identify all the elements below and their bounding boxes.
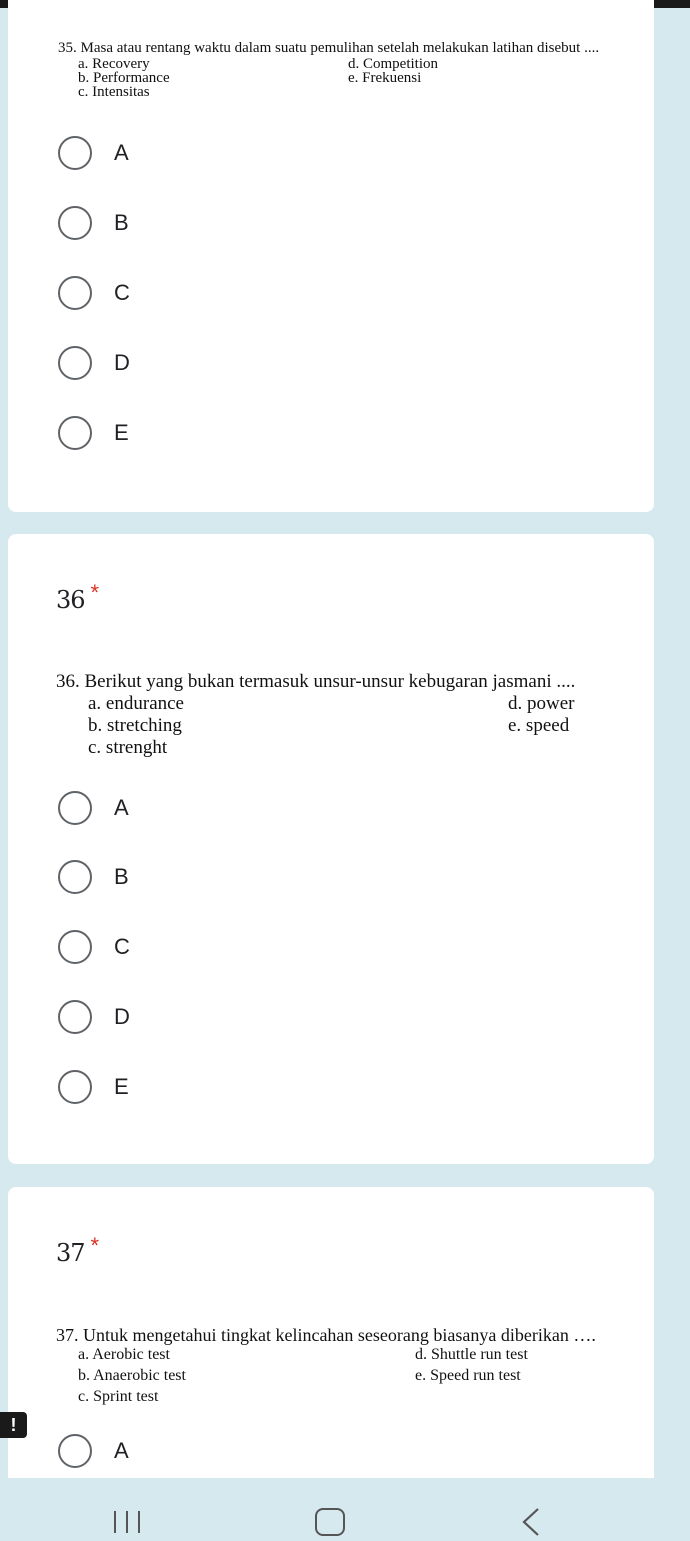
choice-label: B bbox=[114, 864, 129, 889]
radio-button[interactable] bbox=[58, 206, 92, 240]
option-b-text: b. stretching bbox=[88, 715, 182, 736]
option-e-text: e. speed bbox=[508, 715, 570, 736]
choice-row-a[interactable] bbox=[58, 790, 129, 826]
choice-row-d[interactable] bbox=[58, 999, 130, 1035]
choice-row-a[interactable] bbox=[58, 135, 129, 171]
option-e-text: e. Frekuensi bbox=[348, 70, 422, 86]
radio-button[interactable] bbox=[58, 1434, 92, 1468]
option-a-text: a. Recovery bbox=[78, 56, 150, 72]
radio-button[interactable] bbox=[58, 1000, 92, 1034]
choice-label: E bbox=[114, 1074, 129, 1099]
required-asterisk: * bbox=[90, 1233, 99, 1258]
question-35-text: 35. Masa atau rentang waktu dalam suatu pemulihan setelah melakukan latihan disebut .... bbox=[58, 40, 600, 56]
choice-row-e[interactable] bbox=[58, 415, 129, 451]
navigation-bar bbox=[0, 1478, 690, 1541]
option-a-text: a. endurance bbox=[88, 693, 184, 714]
choice-row-e[interactable] bbox=[58, 1069, 129, 1105]
radio-button[interactable] bbox=[58, 1070, 92, 1104]
choice-label: D bbox=[114, 350, 130, 375]
radio-button[interactable] bbox=[58, 791, 92, 825]
question-title bbox=[56, 1233, 99, 1267]
option-c-text: c. Sprint test bbox=[78, 1388, 159, 1405]
question-37-image-text bbox=[58, 1325, 634, 1408]
alert-badge[interactable]: ! bbox=[0, 1412, 27, 1438]
required-asterisk: * bbox=[90, 580, 99, 605]
question-card-35 bbox=[8, 0, 654, 512]
choice-label: E bbox=[114, 420, 129, 445]
question-37-text: 37. Untuk mengetahui tingkat kelincahan seseorang biasanya diberikan …. bbox=[56, 1325, 596, 1345]
question-36-text: 36. Berikut yang bukan termasuk unsur-unsur kebugaran jasmani .... bbox=[56, 671, 576, 692]
choice-label: B bbox=[114, 210, 129, 235]
question-36-image-text bbox=[58, 671, 634, 759]
question-number: 36 bbox=[56, 586, 85, 614]
choice-label: A bbox=[114, 795, 129, 820]
radio-button[interactable] bbox=[58, 136, 92, 170]
radio-button[interactable] bbox=[58, 860, 92, 894]
back-icon[interactable] bbox=[520, 1507, 542, 1537]
choice-label: A bbox=[114, 1438, 129, 1463]
option-c-text: c. strenght bbox=[88, 737, 168, 758]
option-d-text: d. Competition bbox=[348, 56, 438, 72]
option-a-text: a. Aerobic test bbox=[78, 1346, 170, 1363]
question-number: 37 bbox=[56, 1239, 85, 1267]
option-d-text: d. Shuttle run test bbox=[415, 1346, 528, 1363]
choice-row-c[interactable] bbox=[58, 929, 130, 965]
choice-label: C bbox=[114, 280, 130, 305]
choice-label: D bbox=[114, 1004, 130, 1029]
choice-label: A bbox=[114, 140, 129, 165]
choice-row-c[interactable] bbox=[58, 275, 130, 311]
recent-apps-icon[interactable] bbox=[114, 1511, 144, 1533]
choice-row-a[interactable] bbox=[58, 1433, 129, 1469]
option-b-text: b. Performance bbox=[78, 70, 170, 86]
question-35-image-text bbox=[58, 41, 634, 99]
choice-label: C bbox=[114, 934, 130, 959]
question-card-36 bbox=[8, 534, 654, 1164]
radio-button[interactable] bbox=[58, 346, 92, 380]
radio-button[interactable] bbox=[58, 416, 92, 450]
option-d-text: d. power bbox=[508, 693, 575, 714]
option-e-text: e. Speed run test bbox=[415, 1367, 521, 1384]
option-c-text: c. Intensitas bbox=[78, 84, 150, 100]
radio-button[interactable] bbox=[58, 276, 92, 310]
choice-row-b[interactable] bbox=[58, 859, 129, 895]
home-icon[interactable] bbox=[315, 1508, 345, 1536]
radio-button[interactable] bbox=[58, 930, 92, 964]
question-title bbox=[56, 580, 99, 614]
choice-row-d[interactable] bbox=[58, 345, 130, 381]
option-b-text: b. Anaerobic test bbox=[78, 1367, 186, 1384]
choice-row-b[interactable] bbox=[58, 205, 129, 241]
question-card-37 bbox=[8, 1187, 654, 1507]
